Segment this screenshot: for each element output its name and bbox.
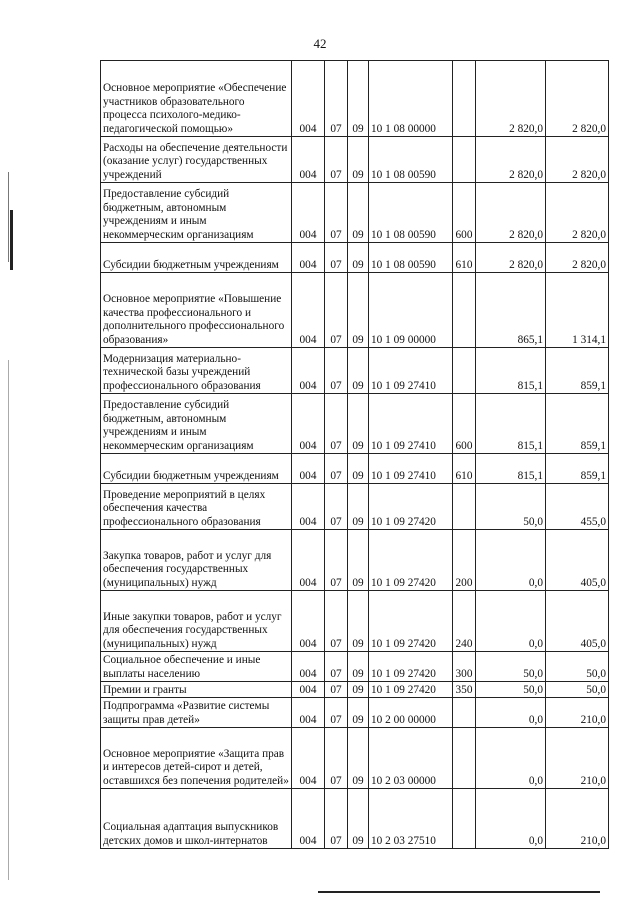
row-expense-type: [453, 484, 476, 530]
row-section-code: 07: [325, 652, 348, 682]
row-subsection-code: 09: [348, 652, 369, 682]
row-name: Субсидии бюджетным учреждениям: [101, 454, 292, 484]
row-target-article: 10 2 03 00000: [369, 728, 453, 789]
row-subsection-code: 09: [348, 137, 369, 183]
row-amount-year2: 210,0: [546, 789, 609, 849]
row-section-code: 07: [325, 137, 348, 183]
row-name: Предоставление субсидий бюджетным, автономным учреждениям и иным некоммерческим организациям: [101, 183, 292, 243]
row-section-code: 07: [325, 183, 348, 243]
row-amount-year1: 2 820,0: [476, 137, 546, 183]
row-amount-year1: 2 820,0: [476, 183, 546, 243]
row-subsection-code: 09: [348, 682, 369, 698]
row-subsection-code: 09: [348, 348, 369, 394]
row-amount-year2: 405,0: [546, 530, 609, 591]
row-name: Расходы на обеспечение деятельности (оказание услуг) государственных учреждений: [101, 137, 292, 183]
table-row: [101, 454, 609, 484]
row-target-article: 10 1 09 27410: [369, 394, 453, 454]
table-row: [101, 698, 609, 728]
row-amount-year2: 455,0: [546, 484, 609, 530]
row-expense-type: 300: [453, 652, 476, 682]
row-name: Закупка товаров, работ и услуг для обеспечения государственных (муниципальных) нужд: [101, 530, 292, 591]
row-expense-type: 610: [453, 454, 476, 484]
row-amount-year1: 815,1: [476, 394, 546, 454]
row-section-code: 07: [325, 243, 348, 273]
row-amount-year1: 2 820,0: [476, 61, 546, 137]
row-ved-code: 004: [292, 61, 325, 137]
row-ved-code: 004: [292, 789, 325, 849]
row-amount-year2: 50,0: [546, 682, 609, 698]
row-amount-year2: 1 314,1: [546, 273, 609, 348]
row-amount-year2: 210,0: [546, 698, 609, 728]
page-number: 42: [313, 36, 327, 51]
row-ved-code: 004: [292, 530, 325, 591]
row-amount-year2: 2 820,0: [546, 137, 609, 183]
row-subsection-code: 09: [348, 728, 369, 789]
row-expense-type: [453, 273, 476, 348]
row-target-article: 10 1 09 27420: [369, 591, 453, 652]
row-subsection-code: 09: [348, 591, 369, 652]
row-target-article: 10 1 09 27420: [369, 530, 453, 591]
row-name: Иные закупки товаров, работ и услуг для обеспечения государственных (муниципальных) нужд: [101, 591, 292, 652]
scan-edge-mark: [8, 360, 9, 880]
table-row: [101, 682, 609, 698]
row-amount-year1: 815,1: [476, 454, 546, 484]
row-name: Основное мероприятие «Повышение качества профессионального и дополнительного профессионального образования»: [101, 273, 292, 348]
row-expense-type: [453, 61, 476, 137]
row-target-article: 10 2 00 00000: [369, 698, 453, 728]
row-section-code: 07: [325, 394, 348, 454]
row-amount-year1: 50,0: [476, 682, 546, 698]
table-row: [101, 394, 609, 454]
row-expense-type: 600: [453, 183, 476, 243]
table-row: [101, 789, 609, 849]
row-amount-year2: 2 820,0: [546, 243, 609, 273]
row-ved-code: 004: [292, 183, 325, 243]
row-target-article: 10 1 09 00000: [369, 273, 453, 348]
row-name: Субсидии бюджетным учреждениям: [101, 243, 292, 273]
row-section-code: 07: [325, 454, 348, 484]
row-ved-code: 004: [292, 348, 325, 394]
table-row: [101, 728, 609, 789]
row-target-article: 10 1 09 27410: [369, 454, 453, 484]
row-ved-code: 004: [292, 698, 325, 728]
row-ved-code: 004: [292, 682, 325, 698]
row-amount-year2: 210,0: [546, 728, 609, 789]
row-section-code: 07: [325, 273, 348, 348]
row-section-code: 07: [325, 530, 348, 591]
row-amount-year2: 859,1: [546, 348, 609, 394]
row-ved-code: 004: [292, 137, 325, 183]
table-row: [101, 591, 609, 652]
row-expense-type: [453, 348, 476, 394]
row-target-article: 10 1 08 00590: [369, 137, 453, 183]
row-expense-type: [453, 698, 476, 728]
row-name: Социальное обеспечение и иные выплаты населению: [101, 652, 292, 682]
row-subsection-code: 09: [348, 454, 369, 484]
row-subsection-code: 09: [348, 530, 369, 591]
row-amount-year2: 859,1: [546, 394, 609, 454]
table-row: [101, 273, 609, 348]
row-amount-year1: 0,0: [476, 698, 546, 728]
row-subsection-code: 09: [348, 273, 369, 348]
budget-table-body: [101, 61, 609, 849]
row-amount-year1: 865,1: [476, 273, 546, 348]
row-amount-year2: 50,0: [546, 652, 609, 682]
row-expense-type: 200: [453, 530, 476, 591]
row-section-code: 07: [325, 682, 348, 698]
row-subsection-code: 09: [348, 394, 369, 454]
row-amount-year1: 0,0: [476, 530, 546, 591]
row-amount-year1: 815,1: [476, 348, 546, 394]
scan-edge-mark: [10, 210, 13, 270]
table-row: [101, 243, 609, 273]
row-expense-type: [453, 137, 476, 183]
row-ved-code: 004: [292, 728, 325, 789]
row-name: Премии и гранты: [101, 682, 292, 698]
scan-edge-mark: [8, 172, 9, 262]
row-ved-code: 004: [292, 273, 325, 348]
row-amount-year2: 2 820,0: [546, 183, 609, 243]
row-name: Основное мероприятие «Обеспечение участников образовательного процесса психолого-медико-педагогической помощью»: [101, 61, 292, 137]
row-section-code: 07: [325, 698, 348, 728]
row-expense-type: 610: [453, 243, 476, 273]
row-subsection-code: 09: [348, 61, 369, 137]
row-name: Подпрограмма «Развитие системы защиты прав детей»: [101, 698, 292, 728]
table-row: [101, 183, 609, 243]
row-target-article: 10 1 08 00590: [369, 243, 453, 273]
row-name: Основное мероприятие «Защита прав и интересов детей-сирот и детей, оставшихся без попечения родителей»: [101, 728, 292, 789]
table-row: [101, 348, 609, 394]
table-row: [101, 484, 609, 530]
row-amount-year1: 0,0: [476, 728, 546, 789]
row-amount-year1: 50,0: [476, 652, 546, 682]
row-expense-type: [453, 789, 476, 849]
table-row: [101, 652, 609, 682]
row-target-article: 10 1 08 00000: [369, 61, 453, 137]
row-amount-year2: 2 820,0: [546, 61, 609, 137]
table-row: [101, 137, 609, 183]
row-expense-type: 350: [453, 682, 476, 698]
row-name: Проведение мероприятий в целях обеспечения качества профессионального образования: [101, 484, 292, 530]
row-subsection-code: 09: [348, 243, 369, 273]
row-section-code: 07: [325, 789, 348, 849]
row-ved-code: 004: [292, 591, 325, 652]
row-section-code: 07: [325, 591, 348, 652]
row-ved-code: 004: [292, 484, 325, 530]
row-section-code: 07: [325, 728, 348, 789]
budget-table: [100, 60, 609, 849]
row-subsection-code: 09: [348, 183, 369, 243]
row-subsection-code: 09: [348, 789, 369, 849]
row-name: Предоставление субсидий бюджетным, автономным учреждениям и иным некоммерческим организациям: [101, 394, 292, 454]
row-subsection-code: 09: [348, 698, 369, 728]
row-subsection-code: 09: [348, 484, 369, 530]
table-row: [101, 530, 609, 591]
row-amount-year2: 405,0: [546, 591, 609, 652]
row-name: Модернизация материально-технической базы учреждений профессионального образования: [101, 348, 292, 394]
bottom-rule: [318, 891, 600, 893]
row-amount-year1: 0,0: [476, 591, 546, 652]
row-ved-code: 004: [292, 394, 325, 454]
row-name: Социальная адаптация выпускников детских домов и школ-интернатов: [101, 789, 292, 849]
row-target-article: 10 1 08 00590: [369, 183, 453, 243]
table-row: [101, 61, 609, 137]
row-target-article: 10 1 09 27420: [369, 484, 453, 530]
row-amount-year1: 2 820,0: [476, 243, 546, 273]
row-expense-type: 240: [453, 591, 476, 652]
row-target-article: 10 2 03 27510: [369, 789, 453, 849]
row-ved-code: 004: [292, 652, 325, 682]
row-amount-year2: 859,1: [546, 454, 609, 484]
row-expense-type: 600: [453, 394, 476, 454]
row-amount-year1: 50,0: [476, 484, 546, 530]
row-target-article: 10 1 09 27410: [369, 348, 453, 394]
row-ved-code: 004: [292, 243, 325, 273]
row-section-code: 07: [325, 348, 348, 394]
row-section-code: 07: [325, 484, 348, 530]
row-section-code: 07: [325, 61, 348, 137]
row-expense-type: [453, 728, 476, 789]
row-target-article: 10 1 09 27420: [369, 652, 453, 682]
row-ved-code: 004: [292, 454, 325, 484]
row-target-article: 10 1 09 27420: [369, 682, 453, 698]
row-amount-year1: 0,0: [476, 789, 546, 849]
